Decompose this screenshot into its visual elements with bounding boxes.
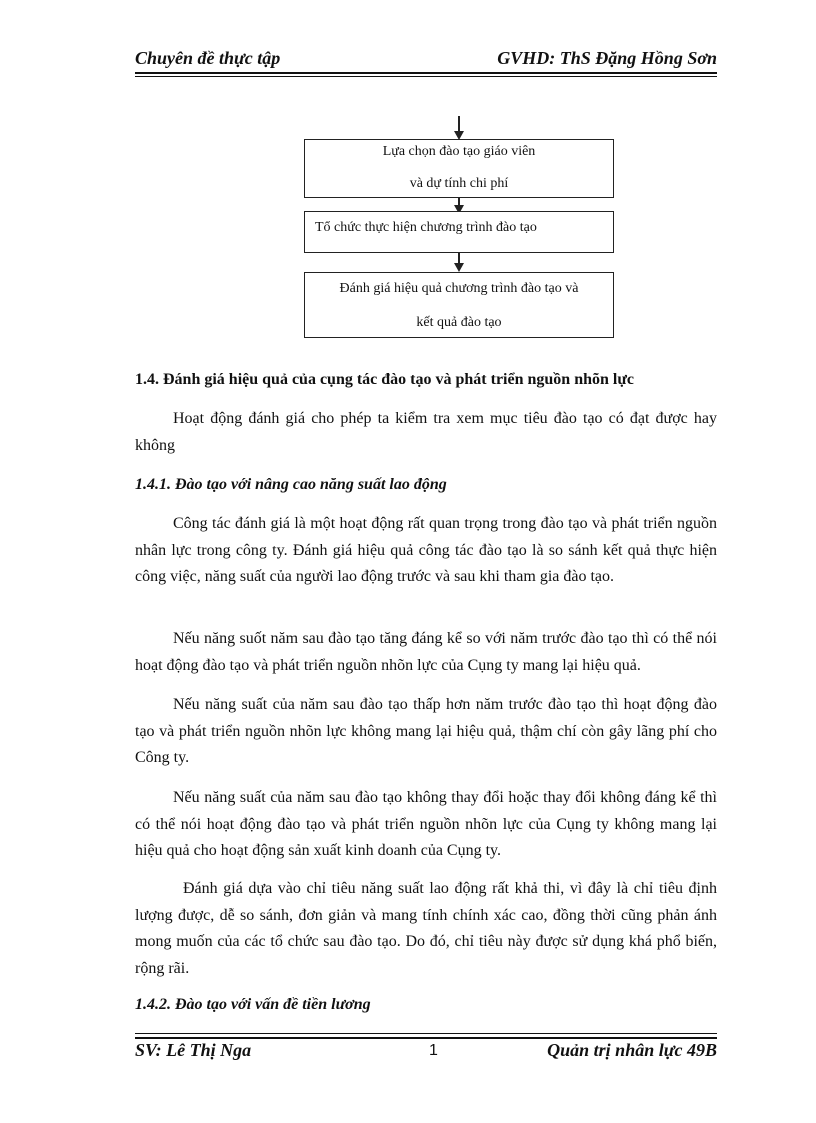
header-rule bbox=[135, 72, 717, 74]
flow-box-line: Đánh giá hiệu quả chương trình đào tạo và bbox=[339, 281, 579, 296]
paragraph: Công tác đánh giá là một hoạt động rất quan trọng trong đào tạo và phát triển nguồn nhân lực trong công ty. Đánh giá hiệu quả công tác đào tạo là so sánh kết quả thực hiện công việc, năng suất của người lao động trước và sau khi tham gia đào tạo. bbox=[135, 515, 717, 585]
header-advisor: GVHD: ThS Đặng Hồng Sơn bbox=[497, 48, 717, 68]
flow-box-line: Lựa chọn đào tạo giáo viên bbox=[382, 144, 536, 159]
paragraph: Nếu năng suất của năm sau đào tạo không thay đổi hoặc thay đổi không đáng kể thì có thể nói hoạt động đào tạo và phát triển nguồn nhõn lực của Cụng ty không mang lại hiệu quả cho hoạt động sản xuất kinh doanh của Cụng ty. bbox=[135, 789, 717, 859]
flow-box-select-teacher bbox=[304, 139, 614, 198]
flow-box-line: Tổ chức thực hiện chương trình đào tạo bbox=[315, 220, 537, 235]
flow-box-implement-program bbox=[304, 211, 614, 253]
footer-rule-thin bbox=[135, 1033, 717, 1034]
paragraph: Đánh giá dựa vào chỉ tiêu năng suất lao động rất khả thi, vì đây là chỉ tiêu định lượng được, dễ so sánh, đơn giản và mang tính chính xác cao, đồng thời cũng phản ánh mong muốn của các tổ chức sau đào tạo. Do đó, chỉ tiêu này được sử dụng khá phổ biến, rộng rãi. bbox=[135, 880, 717, 977]
section-heading-1-4: 1.4. Đánh giá hiệu quả của cụng tác đào tạo và phát triển nguồn nhõn lực bbox=[135, 371, 635, 388]
flow-box-line: kết quả đào tạo bbox=[416, 315, 502, 330]
paragraph: Nếu năng suốt năm sau đào tạo tăng đáng kể so với năm trước đào tạo thì có thể nói hoạt động đào tạo và phát triển nguồn nhõn lực của Cụng ty mang lại hiệu quả. bbox=[135, 630, 717, 674]
page-footer bbox=[135, 1040, 717, 1062]
section-1-4-intro: Hoạt động đánh giá cho phép ta kiểm tra xem mục tiêu đào tạo có đạt được hay không bbox=[135, 410, 717, 454]
footer-class: Quản trị nhân lực 49B bbox=[547, 1040, 717, 1060]
flow-box-evaluate bbox=[304, 272, 614, 338]
flow-arrow-head bbox=[454, 263, 464, 272]
header-document-type: Chuyên đề thực tập bbox=[135, 48, 281, 68]
section-heading-1-4-2: 1.4.2. Đào tạo với vấn đề tiền lương bbox=[135, 996, 371, 1013]
paragraph: Nếu năng suất của năm sau đào tạo thấp hơn năm trước đào tạo thì hoạt động đào tạo và phát triển nguồn nhõn lực không mang lại hiệu quả, thậm chí còn gây lãng phí cho Công ty. bbox=[135, 696, 717, 766]
section-heading-1-4-1: 1.4.1. Đào tạo với nâng cao năng suất lao động bbox=[135, 476, 447, 493]
footer-student: SV: Lê Thị Nga bbox=[135, 1040, 252, 1060]
header-rule-thin bbox=[135, 76, 717, 77]
flow-box-line: và dự tính chi phí bbox=[409, 176, 509, 191]
page-number: 1 bbox=[429, 1042, 438, 1059]
page-header bbox=[135, 48, 717, 70]
footer-rule bbox=[135, 1037, 717, 1039]
